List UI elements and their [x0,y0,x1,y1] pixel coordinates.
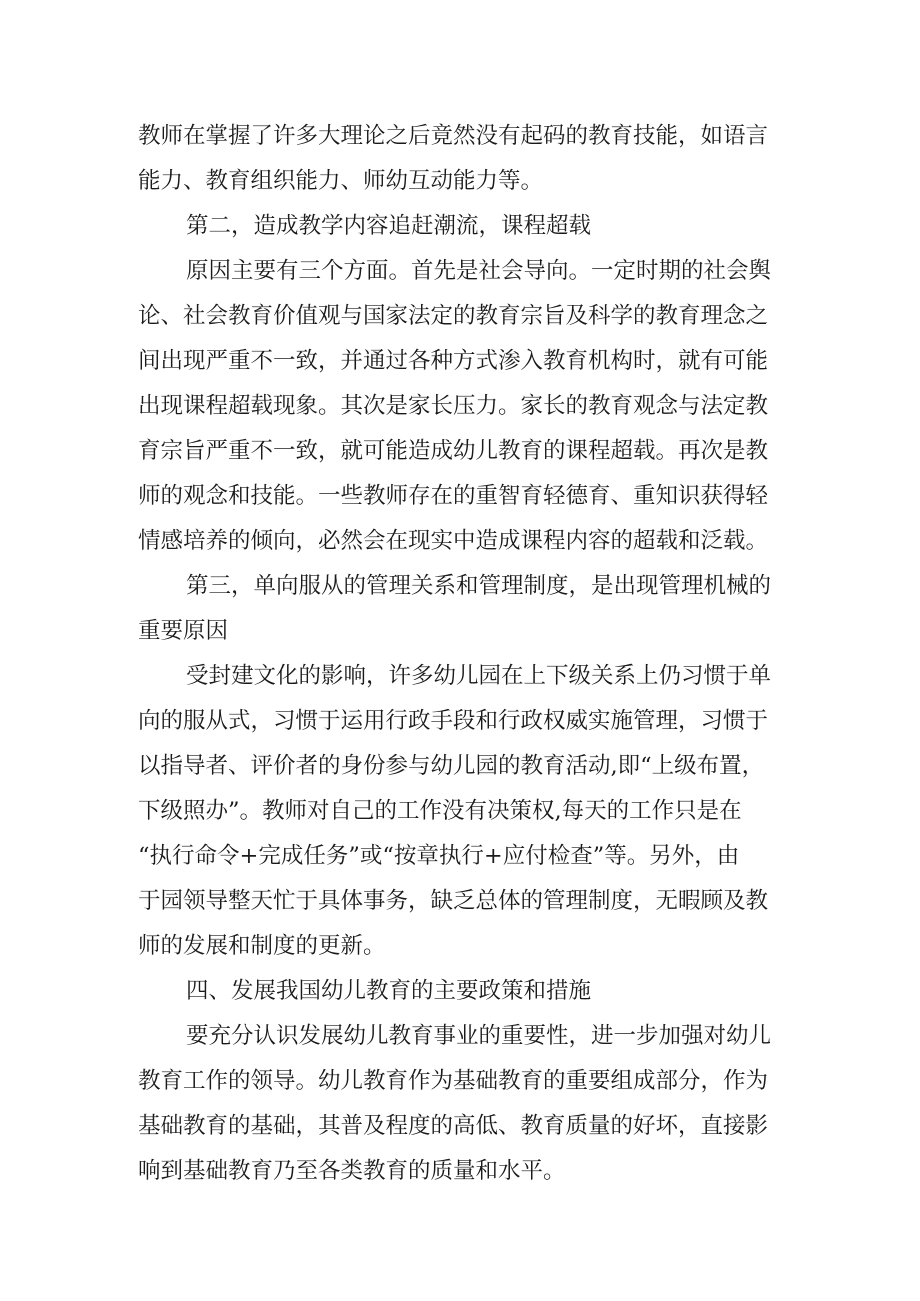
text-line: 教师在掌握了许多大理论之后竟然没有起码的教育技能，如语言 [138,123,769,149]
document-body [138,114,783,1194]
text-line: 下级照办”。教师对自己的工作没有决策权,每天的工作只是在 [138,798,742,824]
text-line: 向的服从式，习惯于运用行政手段和行政权威实施管理，习惯于 [138,708,769,734]
section-heading: 四、发展我国幼儿教育的主要政策和措施 [186,978,592,1004]
text-line: 情感培养的倾向，必然会在现实中造成课程内容的超载和泛载。 [138,528,769,554]
text-line: 于园领导整天忙于具体事务，缺乏总体的管理制度，无暇顾及教 [138,888,769,914]
text-line: 教育工作的领导。幼儿教育作为基础教育的重要组成部分，作为 [138,1068,769,1094]
text-line: 育宗旨严重不一致，就可能造成幼儿教育的课程超载。再次是教 [138,438,769,464]
text-line: 原因主要有三个方面。首先是社会导向。一定时期的社会舆 [186,258,772,284]
section-heading-cont: 重要原因 [138,618,229,644]
text-line: 师的发展和制度的更新。 [138,933,386,959]
text-line: 间出现严重不一致，并通过各种方式渗入教育机构时，就有可能 [138,348,769,374]
section-heading: 第三，单向服从的管理关系和管理制度，是出现管理机械的 [186,573,772,599]
text-line: 以指导者、评价者的身份参与幼儿园的教育活动,即“上级布置， [138,753,765,779]
section-heading: 第二，造成教学内容追赶潮流，课程超载 [186,213,592,239]
text-line: 响到基础教育乃至各类教育的质量和水平。 [138,1158,566,1184]
text-line: 受封建文化的影响，许多幼儿园在上下级关系上仍习惯于单 [186,663,772,689]
text-line: “执行命令+完成任务”或“按章执行+应付检查”等。另外，由 [138,843,740,869]
text-line: 能力、教育组织能力、师幼互动能力等。 [138,168,544,194]
text-line: 师的观念和技能。一些教师存在的重智育轻德育、重知识获得轻 [138,483,769,509]
text-line: 基础教育的基础，其普及程度的高低、教育质量的好坏，直接影 [138,1113,769,1139]
text-line: 论、社会教育价值观与国家法定的教育宗旨及科学的教育理念之 [138,303,769,329]
text-line: 出现课程超载现象。其次是家长压力。家长的教育观念与法定教 [138,393,769,419]
text-line: 要充分认识发展幼儿教育事业的重要性，进一步加强对幼儿 [186,1023,772,1049]
